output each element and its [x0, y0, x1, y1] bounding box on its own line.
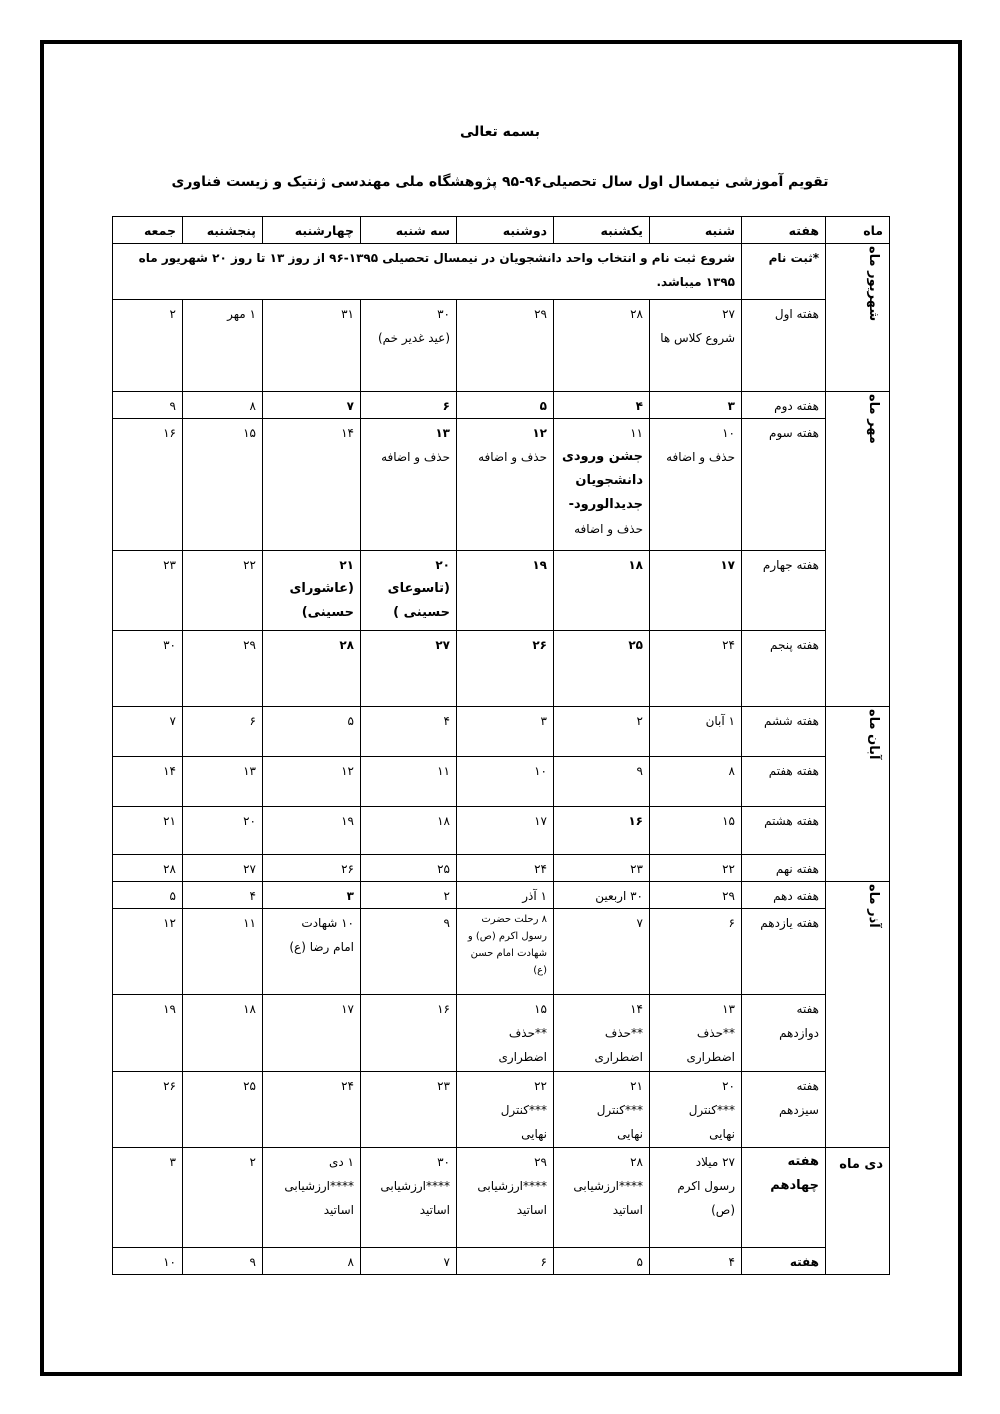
day-cell: ۱۱ جشن ورودی دانشجویان جدیدالورود- حذف و اضافه [554, 419, 650, 551]
day-cell: ۲۶ [113, 1072, 183, 1148]
week-label: هفته سوم [742, 419, 826, 551]
day-cell: ۶ [183, 707, 263, 757]
day-cell: ۲۸ [263, 631, 361, 707]
day-cell: ۲۷ [361, 631, 457, 707]
day-cell: ۱۰ حذف و اضافه [650, 419, 742, 551]
day-cell: ۲۰ ***کنترل نهایی [650, 1072, 742, 1148]
day-cell: ۱۰ شهادت امام رضا (ع) [263, 909, 361, 995]
day-cell: ۲۵ [361, 855, 457, 882]
week-label: هفته یازدهم [742, 909, 826, 995]
day-cell: ۱۴ [113, 757, 183, 807]
day-cell: ۱۴ [263, 419, 361, 551]
day-cell: ۴ [554, 392, 650, 419]
bismillah-heading: بسمه تعالی [459, 124, 541, 140]
day-cell: ۳ [263, 882, 361, 909]
day-cell: ۲۰ [183, 807, 263, 855]
day-cell: ۲۸ [113, 855, 183, 882]
day-cell: ۱۹ [263, 807, 361, 855]
academic-calendar-table [112, 216, 890, 1275]
col-tuesday: سه شنبه [361, 217, 457, 244]
day-cell: ۲۴ [650, 631, 742, 707]
day-cell: ۲۹ [650, 882, 742, 909]
day-cell: ۱۵ [650, 807, 742, 855]
table-row [113, 807, 890, 855]
day-cell: ۲۰ (تاسوعای حسینی ) [361, 551, 457, 631]
table-row [113, 300, 890, 392]
day-cell: ۲۵ [183, 1072, 263, 1148]
day-cell: ۳۰ (عید غدیر خم) [361, 300, 457, 392]
day-cell: ۱۶ [554, 807, 650, 855]
day-cell: ۳۰ ****ارزشیابی اساتید [361, 1148, 457, 1248]
registration-row [113, 244, 890, 300]
table-row [113, 882, 890, 909]
day-cell: ۶ [457, 1248, 554, 1275]
day-cell: ۸ رحلت حضرت رسول اکرم (ص) و شهادت امام حسن (ع) [457, 909, 554, 995]
table-row [113, 707, 890, 757]
day-cell: ۵ [554, 1248, 650, 1275]
table-row [113, 757, 890, 807]
week-label: هفته هشتم [742, 807, 826, 855]
table-row [113, 419, 890, 551]
day-cell: ۲ [183, 1148, 263, 1248]
day-cell: ۵ [113, 882, 183, 909]
day-cell: ۲۲ ***کنترل نهایی [457, 1072, 554, 1148]
col-monday: دوشنبه [457, 217, 554, 244]
day-cell: ۵ [263, 707, 361, 757]
day-cell: ۱۳ **حذف اضطراری [650, 995, 742, 1072]
week-label: هفته جهارم [742, 551, 826, 631]
day-cell: ۳۰ [113, 631, 183, 707]
day-cell: ۹ [113, 392, 183, 419]
day-cell: ۱۱ [183, 909, 263, 995]
day-cell: ۲۶ [263, 855, 361, 882]
day-cell: ۱۹ [457, 551, 554, 631]
day-cell: ۲۹ [457, 300, 554, 392]
day-cell: ۱۹ [113, 995, 183, 1072]
day-cell: ۲۹ ****ارزشیابی اساتید [457, 1148, 554, 1248]
day-cell: ۱۲ حذف و اضافه [457, 419, 554, 551]
day-cell: ۸ [263, 1248, 361, 1275]
day-cell: ۶ [650, 909, 742, 995]
day-cell: ۳ [113, 1148, 183, 1248]
registration-label: *ثبت نام [742, 244, 826, 300]
day-cell: ۳۰ اربعین [554, 882, 650, 909]
month-mehr: مهر ماه [826, 392, 890, 707]
table-row [113, 1072, 890, 1148]
day-cell: ۲۳ [361, 1072, 457, 1148]
table-row [113, 631, 890, 707]
day-cell: ۱۷ [263, 995, 361, 1072]
day-cell: ۲۱ ***کنترل نهایی [554, 1072, 650, 1148]
col-month: ماه [826, 217, 890, 244]
day-cell: ۴ [650, 1248, 742, 1275]
month-dey: دی ماه [826, 1148, 890, 1275]
day-cell: ۶ [361, 392, 457, 419]
day-cell: ۲۳ [113, 551, 183, 631]
day-cell: ۲۷ شروع کلاس ها [650, 300, 742, 392]
day-cell: ۱۸ [554, 551, 650, 631]
day-cell: ۴ [361, 707, 457, 757]
day-cell: ۱۵ [183, 419, 263, 551]
day-cell: ۲ [554, 707, 650, 757]
week-label: هفته دوازدهم [742, 995, 826, 1072]
table-row [113, 392, 890, 419]
day-cell: ۱۶ [361, 995, 457, 1072]
day-cell: ۲۱ (عاشورای حسینی) [263, 551, 361, 631]
day-cell: ۱۲ [263, 757, 361, 807]
month-shahrivar: شهریور ماه [826, 244, 890, 392]
day-cell: ۱ دی ****ارزشیابی اساتید [263, 1148, 361, 1248]
day-cell: ۱۰ [113, 1248, 183, 1275]
week-label: هفته پنجم [742, 631, 826, 707]
day-cell: ۲۲ [650, 855, 742, 882]
day-cell: ۹ [361, 909, 457, 995]
day-cell: ۲ [113, 300, 183, 392]
col-sunday: یکشنبه [554, 217, 650, 244]
day-cell: ۱۸ [361, 807, 457, 855]
day-cell: ۲۳ [554, 855, 650, 882]
day-cell: ۱۱ [361, 757, 457, 807]
day-cell: ۹ [554, 757, 650, 807]
day-cell: ۳۱ [263, 300, 361, 392]
day-cell: ۲۷ میلاد رسول اکرم (ص) [650, 1148, 742, 1248]
day-cell: ۱۸ [183, 995, 263, 1072]
col-week: هفته [742, 217, 826, 244]
day-cell: ۱۳ [183, 757, 263, 807]
week-label: هفته چهادهم [742, 1148, 826, 1248]
day-cell: ۱۰ [457, 757, 554, 807]
day-cell: ۸ [183, 392, 263, 419]
table-row [113, 1248, 890, 1275]
col-friday: جمعه [113, 217, 183, 244]
table-row [113, 1148, 890, 1248]
day-cell: ۱۴ **حذف اضطراری [554, 995, 650, 1072]
day-cell: ۲۴ [457, 855, 554, 882]
month-azar: آذر ماه [826, 882, 890, 1148]
day-cell: ۲۷ [183, 855, 263, 882]
day-cell: ۱۷ [650, 551, 742, 631]
table-row [113, 909, 890, 995]
day-cell: ۴ [183, 882, 263, 909]
day-cell: ۸ [650, 757, 742, 807]
month-aban: آبان ماه [826, 707, 890, 882]
day-cell: ۲۶ [457, 631, 554, 707]
day-cell: ۷ [113, 707, 183, 757]
table-row [113, 995, 890, 1072]
week-label: هفته سیزدهم [742, 1072, 826, 1148]
day-cell: ۱ آذر [457, 882, 554, 909]
day-cell: ۲۲ [183, 551, 263, 631]
col-saturday: شنبه [650, 217, 742, 244]
day-cell: ۱۳ حذف و اضافه [361, 419, 457, 551]
week-label: هفته هفتم [742, 757, 826, 807]
table-row [113, 855, 890, 882]
col-wednesday: چهارشنبه [263, 217, 361, 244]
day-cell: ۷ [554, 909, 650, 995]
day-cell: ۲۹ [183, 631, 263, 707]
day-cell: ۱ آبان [650, 707, 742, 757]
table-row [113, 551, 890, 631]
week-label: هفته ششم [742, 707, 826, 757]
day-cell: ۹ [183, 1248, 263, 1275]
calendar-title: تقویم آموزشی نیمسال اول سال تحصیلی۹۶-۹۵ پژوهشگاه ملی مهندسی ژنتیک و زیست فناوری [171, 174, 829, 190]
day-cell: ۱۲ [113, 909, 183, 995]
day-cell: ۲۴ [263, 1072, 361, 1148]
day-cell: ۲ [361, 882, 457, 909]
registration-text: شروع ثبت نام و انتخاب واحد دانشجویان در نیمسال تحصیلی ۱۳۹۵-۹۶ از روز ۱۳ تا روز ۲۰ شهریور ماه ۱۳۹۵ میباشد. [113, 244, 742, 300]
day-cell: ۷ [361, 1248, 457, 1275]
day-cell: ۱ مهر [183, 300, 263, 392]
day-cell: ۲۸ [554, 300, 650, 392]
day-cell: ۳ [650, 392, 742, 419]
day-cell: ۲۸ ****ارزشیابی اساتید [554, 1148, 650, 1248]
day-cell: ۲۱ [113, 807, 183, 855]
day-cell: ۳ [457, 707, 554, 757]
week-label: هفته اول [742, 300, 826, 392]
day-cell: ۱۶ [113, 419, 183, 551]
col-thursday: پنجشنبه [183, 217, 263, 244]
week-label: هفته نهم [742, 855, 826, 882]
day-cell: ۲۵ [554, 631, 650, 707]
week-label: هفته دوم [742, 392, 826, 419]
day-cell: ۷ [263, 392, 361, 419]
day-cell: ۱۵ **حذف اضطراری [457, 995, 554, 1072]
day-cell: ۵ [457, 392, 554, 419]
header-row [113, 217, 890, 244]
week-label: هفته دهم [742, 882, 826, 909]
week-label: هفته [742, 1248, 826, 1275]
day-cell: ۱۷ [457, 807, 554, 855]
